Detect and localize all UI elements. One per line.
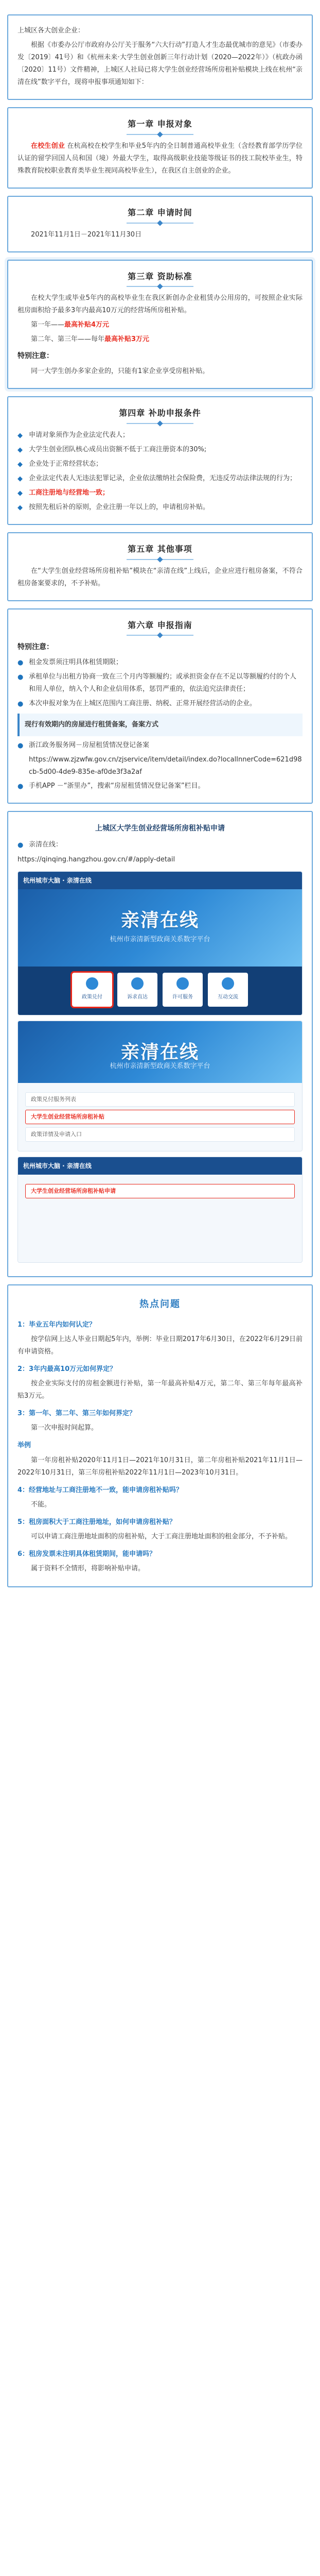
qa-item xyxy=(17,1363,303,1402)
shot-list xyxy=(18,1083,302,1151)
platform-label: 亲清在线： xyxy=(29,840,63,849)
section-1 xyxy=(7,107,313,189)
list-item xyxy=(17,429,303,442)
bullet-icon: ◆ xyxy=(17,489,23,498)
qa-answer: 属于资料不全情形，将影响补贴申请。 xyxy=(31,1564,145,1572)
detail-title[interactable]: 大学生创业经营场所房租补贴申请 xyxy=(25,1184,295,1198)
section-2-head xyxy=(17,205,303,224)
qa-question: 2：3年内最高10万元如何界定？ xyxy=(17,1365,117,1374)
list-item xyxy=(17,501,303,514)
platform-url[interactable]: https://qinqing.hangzhou.gov.cn/#/apply-detail xyxy=(17,855,175,863)
platform-item xyxy=(17,839,303,852)
section-divider xyxy=(127,423,193,424)
shot-row[interactable]: 政策兑付服务列表 xyxy=(25,1092,295,1107)
qa-answer: 可以申请工商注册地址面积的房租补贴，大于工商注册地址面积的租金部分，不予补贴。 xyxy=(31,1532,292,1540)
section-2-title: 第二章 申请时间 xyxy=(128,207,192,217)
year23-label: 第二年、第三年——每年 xyxy=(31,335,105,344)
shot-banner xyxy=(18,1021,302,1083)
license-icon xyxy=(176,977,189,990)
guide-heading: 上城区大学生创业经营场所房租补贴申请 xyxy=(95,824,225,833)
shot-header: 杭州城市大脑 · 亲清在线 xyxy=(18,872,302,889)
list-text: 申请对象须作为企业法定代表人； xyxy=(29,431,130,439)
list-item xyxy=(17,780,303,793)
bullet-icon: ◆ xyxy=(17,446,23,454)
filing-question-text: 现行有效期内的房屋进行租赁备案，备案方式 xyxy=(25,720,159,728)
bullet-icon: ● xyxy=(17,782,24,790)
bullet-icon: ◆ xyxy=(17,431,23,439)
filing-link[interactable]: https://www.zjzwfw.gov.cn/zjservice/item/detail/index.do?localInnerCode=621d98cb-5d00-4de9-835e-af0de3f3a2af xyxy=(29,755,302,776)
year23-line xyxy=(17,333,303,346)
list-item xyxy=(17,487,303,500)
bullet-icon: ● xyxy=(17,741,24,750)
list-item xyxy=(17,671,303,696)
tile-row xyxy=(18,967,302,1015)
tile-appeal[interactable] xyxy=(117,973,157,1007)
qa-question: 3：第一年、第二年、第三年如何界定？ xyxy=(17,1410,136,1418)
qa-answer: 第一年房租补贴2020年11月1日—2021年10月31日，第二年房租补贴2021年11月1日—2022年10月31日，第三年房租补贴2022年11月1日—2023年10月31日。 xyxy=(17,1456,303,1477)
tile-policy[interactable] xyxy=(72,973,112,1007)
intro-box xyxy=(7,14,313,100)
list-item xyxy=(17,472,303,485)
s1-text xyxy=(17,140,303,177)
section-3 xyxy=(7,260,313,389)
list-item xyxy=(17,444,303,456)
section-6 xyxy=(7,608,313,804)
screenshot-home xyxy=(17,871,303,1015)
bullet-icon: ◆ xyxy=(17,461,23,469)
s3-special-label: 特别注意： xyxy=(17,352,54,361)
policy-icon xyxy=(86,977,98,990)
section-divider xyxy=(127,635,193,636)
qa-title: 热点问题 xyxy=(139,1298,181,1310)
section-6-title: 第六章 申报指南 xyxy=(128,620,192,630)
list-item xyxy=(17,656,303,669)
qa-question: 6：租房发票未注明具体租赁期间，能申请吗？ xyxy=(17,1550,156,1558)
filing-question xyxy=(17,714,303,736)
bullet-icon: ● xyxy=(17,673,24,682)
qa-question: 4：经营地址与工商注册地不一致，能申请房租补贴吗？ xyxy=(17,1486,183,1494)
section-divider xyxy=(127,286,193,287)
qa-answer: 按学信网上达人毕业日期起5年内，举例：毕业日期2017年6月30日，在2022年6月29日前有申请资格。 xyxy=(17,1335,303,1356)
list-item xyxy=(17,698,303,710)
tile-label: 互动交流 xyxy=(218,994,238,1000)
qa-question: 5：租房面积大于工商注册地址，如何申请房租补贴？ xyxy=(17,1518,176,1526)
qa-question: 举例 xyxy=(17,1442,31,1450)
section-1-title: 第一章 申报对象 xyxy=(128,119,192,129)
qa-question: 1：毕业五年内如何认定？ xyxy=(17,1321,96,1329)
list-item xyxy=(17,458,303,471)
qa-item xyxy=(17,1516,303,1543)
section-4 xyxy=(7,396,313,525)
guide-box xyxy=(7,811,313,1277)
qa-item xyxy=(17,1319,303,1358)
section-divider xyxy=(127,559,193,560)
qa-item xyxy=(17,1439,303,1479)
s3-body: 在校大学生或毕业5年内的高校毕业生在我区新创办企业租赁办公用房的，可按照企业实际租房面积给予最多3年内最高10万元的经营场所房租补贴。 xyxy=(17,294,303,315)
section-4-head xyxy=(17,405,303,424)
tile-interaction[interactable] xyxy=(208,973,248,1007)
interaction-icon xyxy=(222,977,234,990)
shot-detail xyxy=(18,1175,302,1262)
screenshot-detail xyxy=(17,1157,303,1263)
qa-answer: 第一次申报时间起算。 xyxy=(31,1424,98,1432)
year1-amount: 最高补贴4万元 xyxy=(64,321,110,329)
intro-body: 根据《市委办公厅市政府办公厅关于服务“六大行动”打造人才生态最优城市的意见》（市委办发〔2019〕41号）和《杭州未来·大学生创业创新三年行动计划（2020—2022年）》（杭政办函〔2020〕11号）文件精神，上城区人社局已将大学生创业经营场所房租补贴模块上线在杭州“亲清在线”数字平台，现将申报事项通知如下： xyxy=(17,41,303,87)
list-text: 本次申报对象为在上城区范围内工商注册、纳税、正常开展经营活动的企业。 xyxy=(29,699,257,707)
section-5-head xyxy=(17,541,303,560)
section-6-head xyxy=(17,618,303,636)
section-5-title: 第五章 其他事项 xyxy=(128,544,192,554)
list-text: 企业处于正常经营状态； xyxy=(29,460,103,468)
list-text: 租金发票须注明具体租赁期限； xyxy=(29,658,123,667)
screenshot-list xyxy=(17,1021,303,1151)
shot-row[interactable]: 政策详情及申请入口 xyxy=(25,1127,295,1142)
list-text: 浙江政务服务网－房屋租赁情况登记备案 xyxy=(29,741,150,749)
bullet-icon: ◆ xyxy=(17,504,23,512)
year23-amount: 最高补贴3万元 xyxy=(104,335,150,344)
section-4-title: 第四章 补助申报条件 xyxy=(119,408,201,418)
s6-notes-label: 特别注意： xyxy=(17,643,54,652)
list-text: 企业法定代表人无违法犯罪记录，企业依法缴纳社会保险费，无违反劳动法律法规的行为； xyxy=(29,474,297,483)
section-divider xyxy=(127,223,193,224)
list-text-highlight: 工商注册地与经营地一致； xyxy=(29,489,110,497)
shot-header: 杭州城市大脑 · 亲清在线 xyxy=(18,1157,302,1175)
appeal-icon xyxy=(131,977,144,990)
salutation: 上城区各大创业企业： xyxy=(17,27,85,35)
tile-license[interactable] xyxy=(163,973,203,1007)
section-divider xyxy=(127,134,193,135)
tile-label: 政策兑付 xyxy=(82,994,102,1000)
shot-banner xyxy=(18,889,302,967)
tile-label: 诉求直达 xyxy=(127,994,148,1000)
list-text: 手机APP －“浙里办”，搜索“房屋租赁情况登记备案”栏目。 xyxy=(29,782,205,790)
apply-time: 2021年11月1日－2021年11月30日 xyxy=(31,230,142,239)
s1-highlight: 在校生创业 xyxy=(31,142,65,150)
qa-answer: 按企业实际支付的房租金额进行补贴，第一年最高补贴4万元，第二年、第三年每年最高补贴3万元。 xyxy=(17,1380,303,1400)
qa-item xyxy=(17,1548,303,1575)
qa-answer: 不能。 xyxy=(31,1500,51,1509)
list-item xyxy=(17,754,303,778)
banner-subtitle: 杭州市亲清新型政商关系数字平台 xyxy=(110,935,210,943)
section-3-head xyxy=(17,269,303,287)
section-2 xyxy=(7,196,313,252)
section-1-head xyxy=(17,116,303,135)
list-text: 大学生创业团队核心成员出资额不低于工商注册资本的30%; xyxy=(29,445,207,453)
bullet-icon: ● xyxy=(17,700,24,708)
bullet-icon: ● xyxy=(17,841,24,849)
banner-title: 亲清在线 xyxy=(120,1041,200,1063)
qa-item xyxy=(17,1484,303,1511)
qa-item xyxy=(17,1408,303,1434)
bullet-icon: ◆ xyxy=(17,475,23,483)
qa-box xyxy=(7,1284,313,1587)
list-text: 承租单位与出租方协商一致在三个月内等额履约；或承担资金存在不足以等额履约付的个人和用人单位，纳入个人和企业信用体系，惩罚严重的，依法追究法律责任； xyxy=(29,673,297,693)
section-5 xyxy=(7,532,313,601)
banner-subtitle: 杭州市亲清新型政商关系数字平台 xyxy=(110,1062,210,1070)
s1-body: 在杭高校在校学生和毕业5年内的全日制普通高校毕业生（含经教育部学历学位认证的留学回国人员和国（境）外最大学生，取得高级职业技能等级证书的技工院校毕业生，特殊教育院校职业教育类毕业生视同高校毕业生），在我区自主创业的企业。 xyxy=(17,142,303,175)
tile-label: 许可服务 xyxy=(172,994,193,1000)
s3-special: 同一大学生创办多家企业的，只能有1家企业享受房租补贴。 xyxy=(31,367,209,376)
year1-line xyxy=(17,319,303,331)
s5-body: 在“大学生创业经营场所房租补贴”模块在“亲清在线”上线后，企业应进行租房备案，不符合租房备案要求的，不予补贴。 xyxy=(17,567,303,587)
list-text: 按照先租后补的原则，企业注册一年以上的，申请租房补贴。 xyxy=(29,503,210,512)
banner-title: 亲清在线 xyxy=(120,909,200,931)
bullet-icon: ● xyxy=(17,659,24,667)
section-3-title: 第三章 资助标准 xyxy=(128,271,192,281)
shot-row-selected[interactable]: 大学生创业经营场所房租补贴 xyxy=(25,1110,295,1124)
list-item xyxy=(17,739,303,752)
year1-label: 第一年—— xyxy=(31,321,65,329)
